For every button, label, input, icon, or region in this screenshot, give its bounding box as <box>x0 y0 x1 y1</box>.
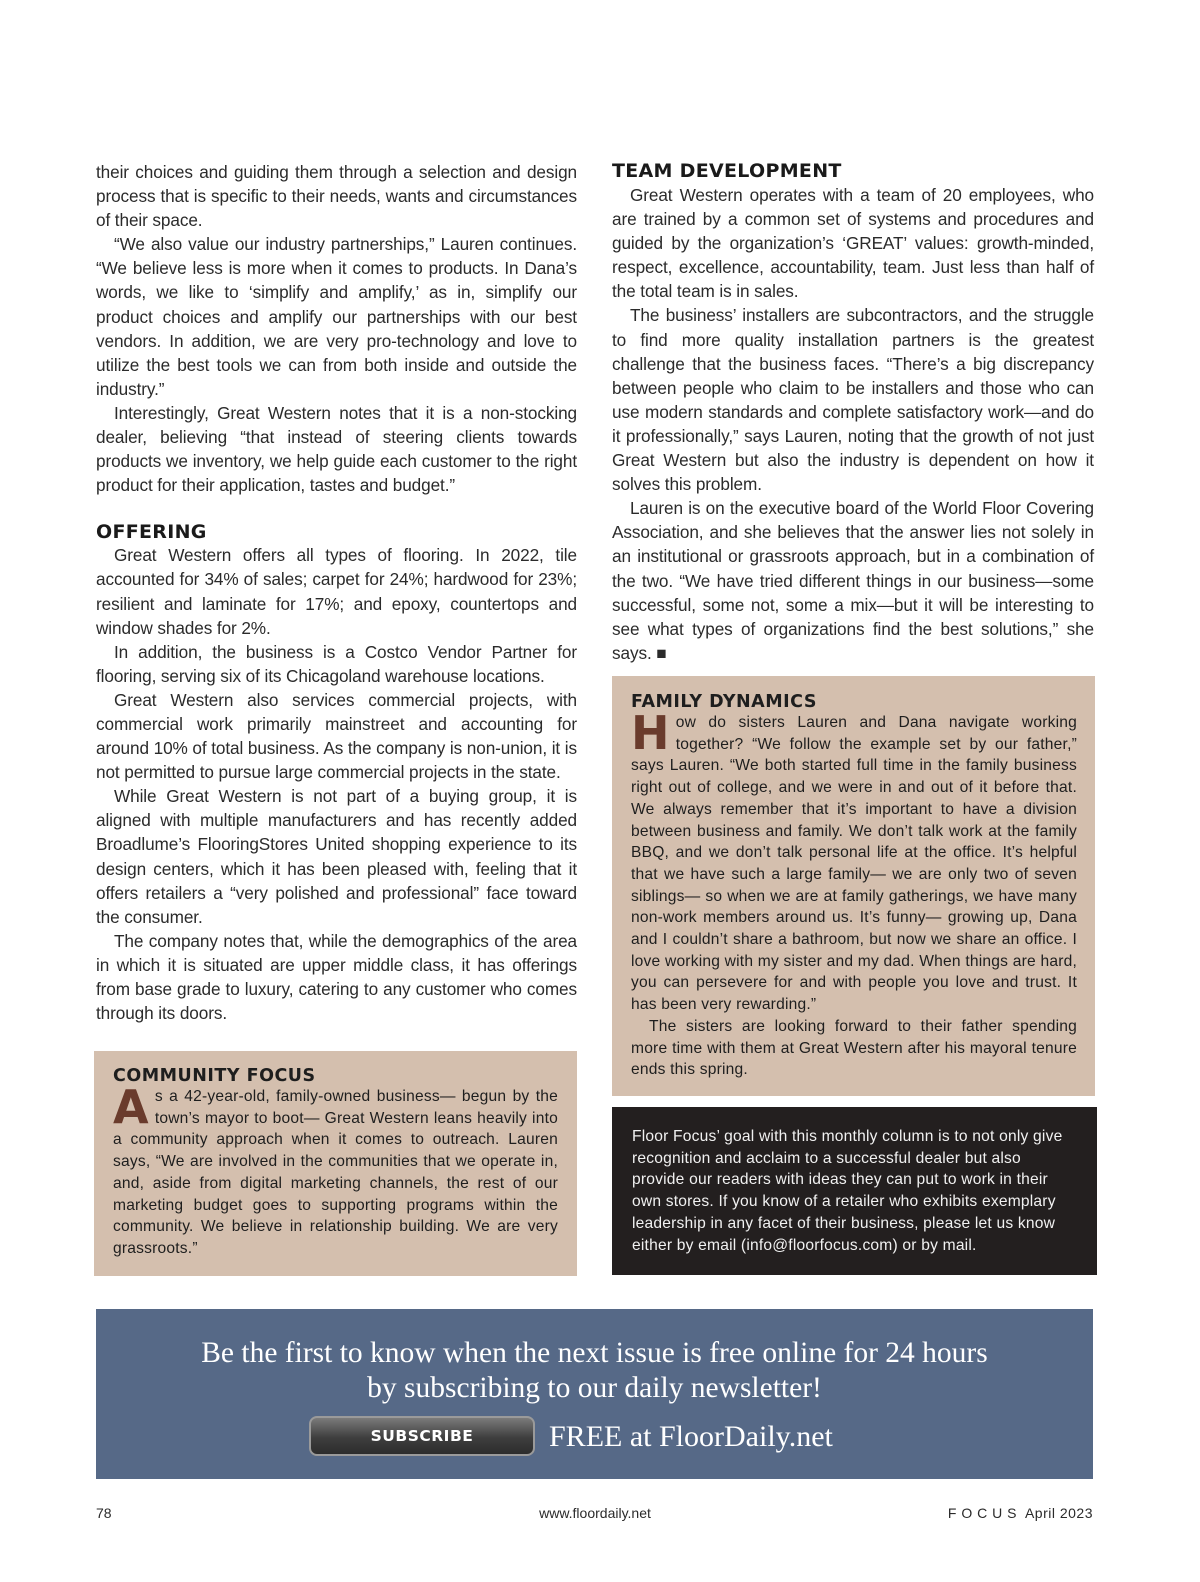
community-focus-text <box>113 1080 558 1260</box>
editorial-callout-box <box>612 1107 1097 1275</box>
body-paragraph: Interestingly, Great Western notes that it is a non-stocking dealer, believing “that instead of steering clients towards products we inventory, we help guide each customer to the right product for their application, tastes and budget.” <box>96 402 577 496</box>
body-paragraph: In addition, the business is a Costco Vendor Partner for flooring, serving six of its Chicagoland warehouse locations. <box>96 641 577 686</box>
family-dynamics-body: ow do sisters Lauren and Dana navigate working together? “We follow the example set by our father,” says Lauren. “We both started full time in the family business right out of college, and we were in and out of it before that. We always remember that it’s important to have a division between business and family. We don’t talk work at the family BBQ, and we don’t talk personal life at the office. It’s helpful that we have such a large family— we are only two of seven siblings— so when we are at family gatherings, we have many non-work members around us. It’s funny— growing up, Dana and I couldn’t share a bathroom, but now we share an office. I love working with my sister and my dad. When things are hard, you can persevere for and with people you love and trust. It has been very rewarding.” <box>631 714 1077 1014</box>
left-column <box>96 160 577 1025</box>
body-paragraph: Great Western also services commercial projects, with commercial work primarily mainstreet and accounting for around 10% of total business. As the company is non-union, it is not permitted to pursue large commercial projects in the state. <box>96 689 577 783</box>
team-development-heading: TEAM DEVELOPMENT <box>612 160 842 182</box>
community-focus-body: s a 42-year-old, family-owned business— begun by the town’s mayor to boot— Great Western leans heavily into a community approach when it comes to outreach. Lauren says, “We are involved in the communities that we operate in, and, aside from digital marketing channels, the rest of our marketing budget goes to supporting programs within the community. We believe in relationship building. We are very grassroots.” <box>113 1088 558 1257</box>
family-dynamics-heading: FAMILY DYNAMICS <box>631 692 817 712</box>
subscribe-button[interactable]: SUBSCRIBE <box>309 1416 535 1456</box>
community-focus-heading: COMMUNITY FOCUS <box>113 1066 316 1086</box>
callout-text: Floor Focus’ goal with this monthly column is to not only give recognition and acclaim to a successful dealer but also provide our readers with ideas they can put to work in their own stores. If you know of a retailer who exhibits exemplary leadership in any facet of their business, please let us know either by email (info@floorfocus.com) or by mail. <box>632 1128 1063 1254</box>
community-focus-sidebar <box>94 1051 577 1276</box>
dropcap: H <box>631 706 670 760</box>
body-paragraph: While Great Western is not part of a buying group, it is aligned with multiple manufacturers and has recently added Broadlume’s FlooringStores United shopping experience to its design centers, which it has been pleased with, feeling that it offers retailers a “very polished and professional” face toward the consumer. <box>96 786 577 927</box>
dropcap: A <box>113 1080 149 1134</box>
offering-heading: OFFERING <box>96 521 207 544</box>
family-dynamics-text: The sisters are looking forward to their father spending more time with them at Great Western after his mayoral tenure ends this spring. <box>631 1017 1077 1079</box>
body-paragraph: “We also value our industry partnerships,” Lauren continues. “We believe less is more when it comes to products. In Dana’s words, we like to ‘simplify and amplify,’ as in, simplify our product choices and amplify our partnerships with our best vendors. In addition, we are very pro-technology and love to utilize the best tools we can from both inside and outside the industry.” <box>96 234 577 399</box>
footer-issue: F O C U S April 2023 <box>947 1505 1093 1521</box>
footer-website[interactable]: www.floordaily.net <box>539 1505 651 1521</box>
body-paragraph: their choices and guiding them through a selection and design process that is specific to their needs, wants and circumstances of their space. <box>96 162 577 231</box>
body-paragraph: Lauren is on the executive board of the World Floor Covering Association, and she believes that the answer lies not solely in an institutional or grassroots approach, but in a combination of the two. “We have tried different things in our business—some successful, some not, some a mix—but it will be interesting to see what types of organizations find the best solutions,” she says. ■ <box>612 498 1094 663</box>
family-dynamics-sidebar <box>612 676 1095 1096</box>
banner-line-1: Be the first to know when the next issue is free online for 24 hours <box>201 1337 988 1369</box>
body-paragraph: Great Western operates with a team of 20 employees, who are trained by a common set of systems and procedures and guided by the organization’s ‘GREAT’ values: growth-minded, respect, excellence, accountability, team. Just less than half of the total team is in sales. <box>612 185 1094 302</box>
body-paragraph: Great Western offers all types of flooring. In 2022, tile accounted for 34% of sales; carpet for 24%; hardwood for 23%; resilient and laminate for 17%; and epoxy, countertops and window shades for 2%. <box>96 545 577 638</box>
body-paragraph: The company notes that, while the demographics of the area in which it is situated are upper middle class, it has offerings from base grade to luxury, catering to any customer who comes through its doors. <box>96 930 577 1024</box>
family-dynamics-text <box>631 706 1077 1016</box>
banner-line-2: by subscribing to our daily newsletter! <box>367 1372 822 1404</box>
body-paragraph: The business’ installers are subcontractors, and the struggle to find more quality installation partners is the greatest challenge that the business faces. “There’s a big discrepancy between people who claim to be installers and those who can use modern standards and complete satisfactory work—and do it professionally,” says Lauren, noting that the growth of not just Great Western but also the industry is dependent on how it solves this problem. <box>612 305 1094 495</box>
newsletter-banner <box>96 1309 1093 1479</box>
page-number: 78 <box>96 1505 112 1521</box>
floordaily-link[interactable]: FREE at FloorDaily.net <box>549 1420 833 1453</box>
right-column <box>612 160 1094 665</box>
